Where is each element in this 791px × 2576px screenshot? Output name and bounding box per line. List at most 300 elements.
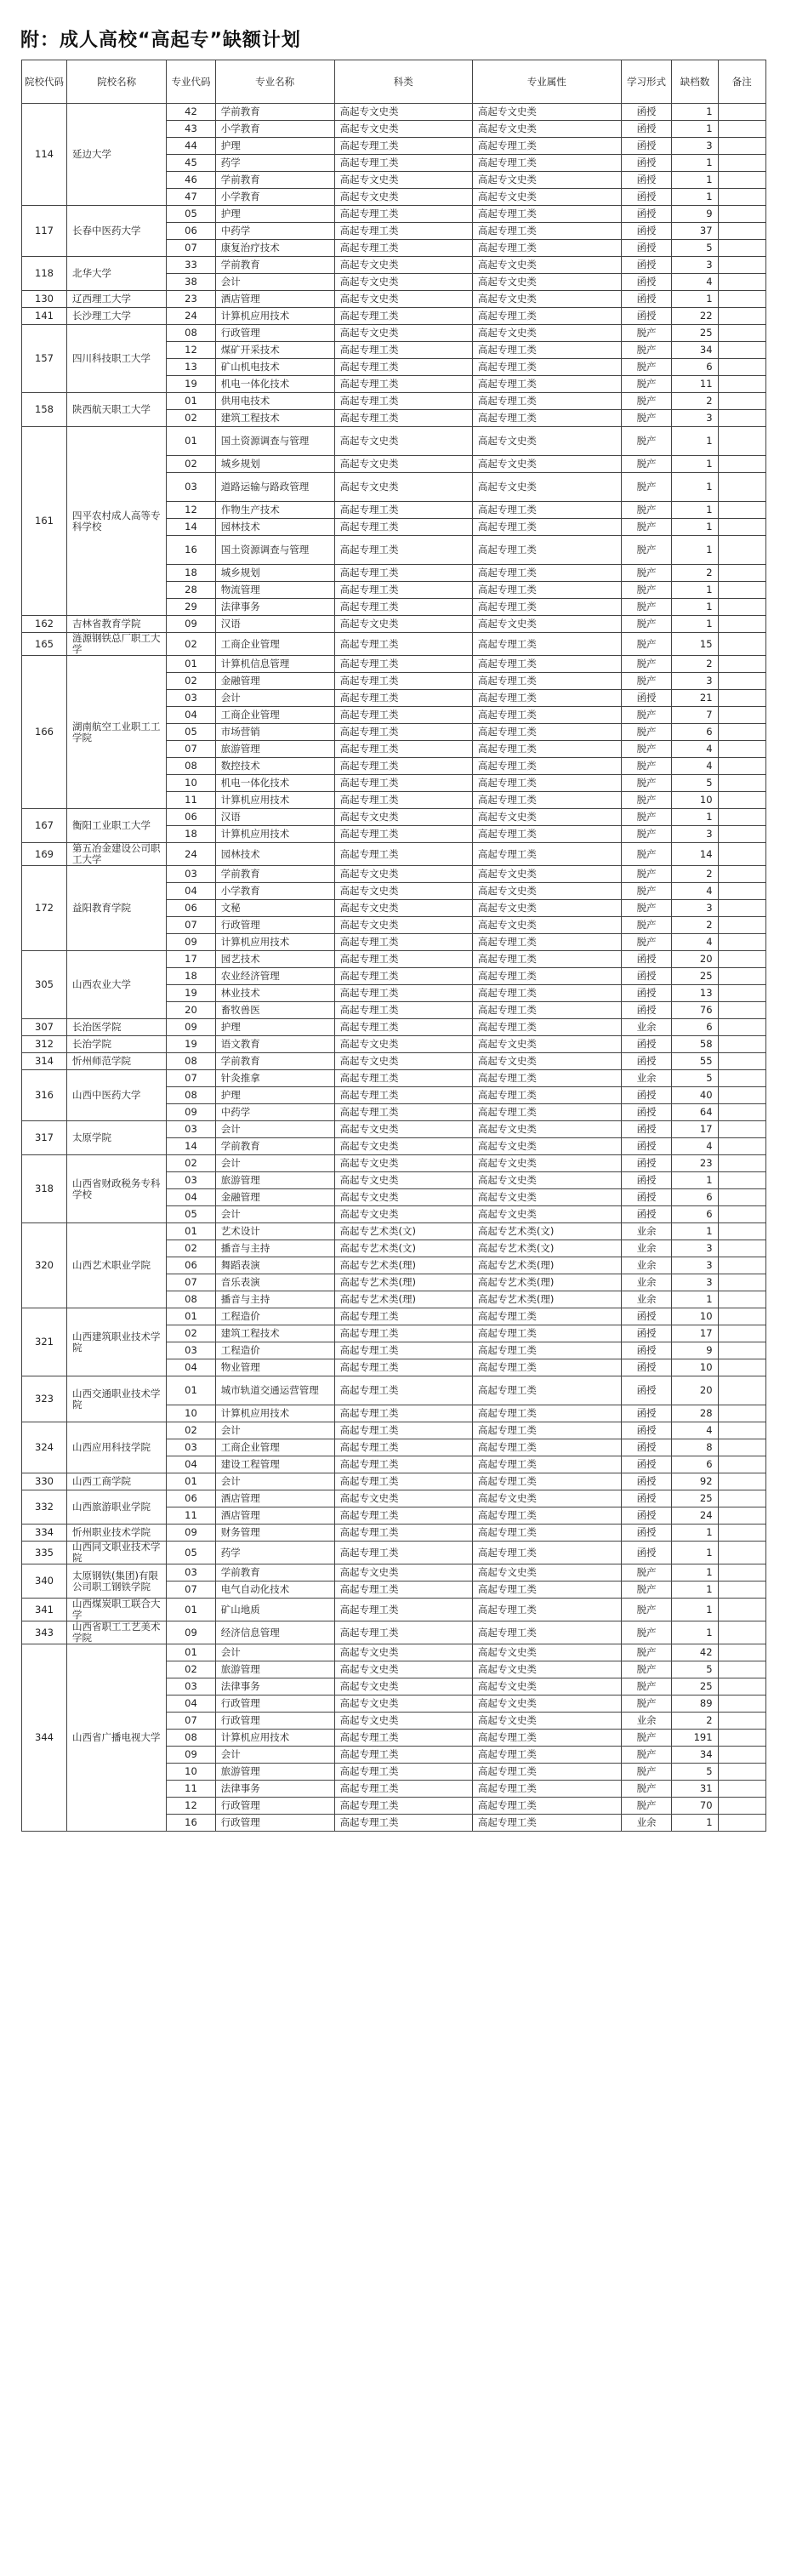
category-cell: 高起专理工类 (334, 1002, 472, 1019)
study-mode-cell: 函授 (621, 1053, 672, 1070)
major-code-cell: 01 (167, 1376, 216, 1405)
remarks-cell (718, 1240, 765, 1257)
major-code-cell: 18 (167, 826, 216, 843)
major-code-cell: 03 (167, 690, 216, 707)
table-row (22, 257, 766, 274)
major-attribute-cell: 高起专理工类 (472, 1747, 621, 1764)
study-mode-cell: 脱产 (621, 359, 672, 376)
vacancy-count-cell: 1 (672, 1621, 718, 1644)
category-cell: 高起专理工类 (334, 1507, 472, 1525)
remarks-cell (718, 934, 765, 951)
quota-table (21, 60, 766, 1832)
category-cell: 高起专理工类 (334, 1308, 472, 1325)
major-code-cell: 20 (167, 1002, 216, 1019)
vacancy-count-cell: 25 (672, 1490, 718, 1507)
vacancy-count-cell: 1 (672, 1172, 718, 1189)
study-mode-cell: 脱产 (621, 917, 672, 934)
remarks-cell (718, 809, 765, 826)
vacancy-count-cell: 21 (672, 690, 718, 707)
study-mode-cell: 函授 (621, 951, 672, 968)
vacancy-count-cell: 1 (672, 809, 718, 826)
school-name-cell: 山西农业大学 (66, 951, 166, 1019)
school-code-cell: 118 (22, 257, 67, 291)
category-cell: 高起专文史类 (334, 172, 472, 189)
study-mode-cell: 脱产 (621, 342, 672, 359)
major-attribute-cell: 高起专理工类 (472, 155, 621, 172)
study-mode-cell: 脱产 (621, 376, 672, 393)
header-study-mode: 学习形式 (621, 60, 672, 104)
remarks-cell (718, 155, 765, 172)
study-mode-cell: 脱产 (621, 758, 672, 775)
major-code-cell: 16 (167, 1815, 216, 1832)
major-attribute-cell: 高起专文史类 (472, 866, 621, 883)
major-code-cell: 03 (167, 473, 216, 502)
vacancy-count-cell: 20 (672, 951, 718, 968)
school-code-cell: 341 (22, 1599, 67, 1621)
study-mode-cell: 脱产 (621, 775, 672, 792)
school-code-cell: 324 (22, 1422, 67, 1473)
major-code-cell: 47 (167, 189, 216, 206)
study-mode-cell: 脱产 (621, 1695, 672, 1713)
category-cell: 高起专理工类 (334, 724, 472, 741)
category-cell: 高起专文史类 (334, 325, 472, 342)
school-code-cell: 307 (22, 1019, 67, 1036)
major-attribute-cell: 高起专文史类 (472, 1172, 621, 1189)
study-mode-cell: 脱产 (621, 866, 672, 883)
category-cell: 高起专理工类 (334, 1019, 472, 1036)
major-name-cell: 小学教育 (215, 189, 334, 206)
vacancy-count-cell: 3 (672, 673, 718, 690)
major-attribute-cell: 高起专理工类 (472, 536, 621, 565)
school-name-cell: 长治学院 (66, 1036, 166, 1053)
major-attribute-cell: 高起专艺术类(文) (472, 1223, 621, 1240)
major-attribute-cell: 高起专文史类 (472, 257, 621, 274)
vacancy-count-cell: 3 (672, 138, 718, 155)
major-code-cell: 13 (167, 359, 216, 376)
category-cell: 高起专理工类 (334, 1422, 472, 1439)
school-name-cell: 长春中医药大学 (66, 206, 166, 257)
category-cell: 高起专理工类 (334, 1456, 472, 1473)
study-mode-cell: 脱产 (621, 393, 672, 410)
vacancy-count-cell: 25 (672, 968, 718, 985)
vacancy-count-cell: 1 (672, 121, 718, 138)
major-code-cell: 43 (167, 121, 216, 138)
vacancy-count-cell: 1 (672, 189, 718, 206)
major-name-cell: 计算机应用技术 (215, 308, 334, 325)
table-row (22, 1308, 766, 1325)
major-attribute-cell: 高起专文史类 (472, 121, 621, 138)
major-code-cell: 01 (167, 1308, 216, 1325)
remarks-cell (718, 1121, 765, 1138)
school-name-cell: 山西应用科技学院 (66, 1422, 166, 1473)
remarks-cell (718, 1473, 765, 1490)
major-attribute-cell: 高起专理工类 (472, 1439, 621, 1456)
major-attribute-cell: 高起专文史类 (472, 325, 621, 342)
table-row (22, 843, 766, 866)
vacancy-count-cell: 11 (672, 376, 718, 393)
page-title: 附：成人高校“高起专”缺额计划 (20, 30, 301, 51)
remarks-cell (718, 1747, 765, 1764)
remarks-cell (718, 1274, 765, 1291)
category-cell: 高起专理工类 (334, 308, 472, 325)
major-attribute-cell: 高起专文史类 (472, 456, 621, 473)
major-code-cell: 17 (167, 951, 216, 968)
school-code-cell: 172 (22, 866, 67, 951)
vacancy-count-cell: 5 (672, 1764, 718, 1781)
table-row (22, 1376, 766, 1405)
major-code-cell: 09 (167, 1747, 216, 1764)
category-cell: 高起专理工类 (334, 826, 472, 843)
major-attribute-cell: 高起专理工类 (472, 1815, 621, 1832)
major-name-cell: 汉语 (215, 809, 334, 826)
category-cell: 高起专艺术类(文) (334, 1240, 472, 1257)
major-code-cell: 03 (167, 1439, 216, 1456)
remarks-cell (718, 223, 765, 240)
category-cell: 高起专文史类 (334, 1678, 472, 1695)
study-mode-cell: 业余 (621, 1223, 672, 1240)
major-code-cell: 10 (167, 1764, 216, 1781)
category-cell: 高起专理工类 (334, 656, 472, 673)
remarks-cell (718, 741, 765, 758)
major-attribute-cell: 高起专理工类 (472, 673, 621, 690)
table-row (22, 866, 766, 883)
study-mode-cell: 函授 (621, 1473, 672, 1490)
vacancy-count-cell: 6 (672, 1206, 718, 1223)
category-cell: 高起专文史类 (334, 809, 472, 826)
category-cell: 高起专理工类 (334, 1542, 472, 1564)
major-code-cell: 09 (167, 1104, 216, 1121)
vacancy-count-cell: 5 (672, 775, 718, 792)
major-attribute-cell: 高起专理工类 (472, 1325, 621, 1342)
major-attribute-cell: 高起专文史类 (472, 1155, 621, 1172)
school-code-cell: 165 (22, 633, 67, 656)
category-cell: 高起专理工类 (334, 1525, 472, 1542)
major-name-cell: 护理 (215, 1019, 334, 1036)
table-header-row (22, 60, 766, 104)
major-name-cell: 中药学 (215, 1104, 334, 1121)
study-mode-cell: 脱产 (621, 616, 672, 633)
category-cell: 高起专文史类 (334, 121, 472, 138)
remarks-cell (718, 1599, 765, 1621)
major-code-cell: 45 (167, 155, 216, 172)
major-name-cell: 金融管理 (215, 1189, 334, 1206)
remarks-cell (718, 1582, 765, 1599)
remarks-cell (718, 1525, 765, 1542)
vacancy-count-cell: 5 (672, 1070, 718, 1087)
remarks-cell (718, 1223, 765, 1240)
study-mode-cell: 脱产 (621, 809, 672, 826)
school-name-cell: 辽西理工大学 (66, 291, 166, 308)
remarks-cell (718, 826, 765, 843)
remarks-cell (718, 951, 765, 968)
vacancy-count-cell: 3 (672, 1257, 718, 1274)
major-name-cell: 法律事务 (215, 1678, 334, 1695)
category-cell: 高起专文史类 (334, 1661, 472, 1678)
remarks-cell (718, 138, 765, 155)
major-name-cell: 会计 (215, 1206, 334, 1223)
major-code-cell: 07 (167, 1713, 216, 1730)
category-cell: 高起专文史类 (334, 900, 472, 917)
major-attribute-cell: 高起专理工类 (472, 843, 621, 866)
vacancy-count-cell: 1 (672, 1291, 718, 1308)
major-code-cell: 02 (167, 1325, 216, 1342)
study-mode-cell: 脱产 (621, 1678, 672, 1695)
major-attribute-cell: 高起专文史类 (472, 1564, 621, 1582)
major-name-cell: 计算机应用技术 (215, 1730, 334, 1747)
remarks-cell (718, 1405, 765, 1422)
category-cell: 高起专艺术类(理) (334, 1274, 472, 1291)
school-code-cell: 314 (22, 1053, 67, 1070)
major-name-cell: 播音与主持 (215, 1240, 334, 1257)
major-code-cell: 03 (167, 1121, 216, 1138)
vacancy-count-cell: 25 (672, 325, 718, 342)
major-attribute-cell: 高起专理工类 (472, 1599, 621, 1621)
remarks-cell (718, 1172, 765, 1189)
major-code-cell: 03 (167, 866, 216, 883)
header-school-code: 院校代码 (22, 60, 67, 104)
vacancy-count-cell: 25 (672, 1678, 718, 1695)
remarks-cell (718, 633, 765, 656)
major-attribute-cell: 高起专理工类 (472, 1456, 621, 1473)
study-mode-cell: 业余 (621, 1019, 672, 1036)
category-cell: 高起专理工类 (334, 985, 472, 1002)
vacancy-count-cell: 22 (672, 308, 718, 325)
study-mode-cell: 函授 (621, 1308, 672, 1325)
study-mode-cell: 函授 (621, 1525, 672, 1542)
study-mode-cell: 函授 (621, 291, 672, 308)
major-name-cell: 园林技术 (215, 519, 334, 536)
major-attribute-cell: 高起专理工类 (472, 342, 621, 359)
major-attribute-cell: 高起专文史类 (472, 274, 621, 291)
study-mode-cell: 函授 (621, 1507, 672, 1525)
vacancy-count-cell: 1 (672, 155, 718, 172)
major-attribute-cell: 高起专文史类 (472, 104, 621, 121)
vacancy-count-cell: 10 (672, 792, 718, 809)
vacancy-count-cell: 4 (672, 741, 718, 758)
category-cell: 高起专文史类 (334, 456, 472, 473)
vacancy-count-cell: 42 (672, 1644, 718, 1661)
major-code-cell: 33 (167, 257, 216, 274)
major-code-cell: 16 (167, 536, 216, 565)
major-name-cell: 康复治疗技术 (215, 240, 334, 257)
major-name-cell: 舞蹈表演 (215, 1257, 334, 1274)
study-mode-cell: 脱产 (621, 519, 672, 536)
table-row (22, 325, 766, 342)
study-mode-cell: 脱产 (621, 1764, 672, 1781)
major-name-cell: 计算机应用技术 (215, 934, 334, 951)
table-row (22, 206, 766, 223)
remarks-cell (718, 1695, 765, 1713)
major-name-cell: 行政管理 (215, 1695, 334, 1713)
vacancy-count-cell: 3 (672, 900, 718, 917)
remarks-cell (718, 1490, 765, 1507)
remarks-cell (718, 1359, 765, 1376)
study-mode-cell: 业余 (621, 1274, 672, 1291)
major-code-cell: 05 (167, 1542, 216, 1564)
study-mode-cell: 函授 (621, 223, 672, 240)
remarks-cell (718, 917, 765, 934)
major-code-cell: 03 (167, 1172, 216, 1189)
remarks-cell (718, 866, 765, 883)
category-cell: 高起专文史类 (334, 1713, 472, 1730)
study-mode-cell: 脱产 (621, 1798, 672, 1815)
table-row (22, 1155, 766, 1172)
major-name-cell: 计算机应用技术 (215, 826, 334, 843)
major-code-cell: 11 (167, 1507, 216, 1525)
school-code-cell: 332 (22, 1490, 67, 1525)
category-cell: 高起专理工类 (334, 565, 472, 582)
major-attribute-cell: 高起专理工类 (472, 951, 621, 968)
category-cell: 高起专理工类 (334, 1473, 472, 1490)
study-mode-cell: 函授 (621, 121, 672, 138)
major-attribute-cell: 高起专文史类 (472, 1138, 621, 1155)
category-cell: 高起专理工类 (334, 1325, 472, 1342)
major-code-cell: 01 (167, 427, 216, 456)
category-cell: 高起专理工类 (334, 599, 472, 616)
study-mode-cell: 函授 (621, 1422, 672, 1439)
school-code-cell: 344 (22, 1644, 67, 1832)
school-name-cell: 山西旅游职业学院 (66, 1490, 166, 1525)
major-attribute-cell: 高起专理工类 (472, 1308, 621, 1325)
remarks-cell (718, 565, 765, 582)
major-attribute-cell: 高起专文史类 (472, 1189, 621, 1206)
major-code-cell: 08 (167, 1291, 216, 1308)
table-row (22, 1070, 766, 1087)
category-cell: 高起专理工类 (334, 1405, 472, 1422)
major-code-cell: 07 (167, 240, 216, 257)
school-code-cell: 340 (22, 1564, 67, 1599)
major-code-cell: 14 (167, 1138, 216, 1155)
category-cell: 高起专理工类 (334, 934, 472, 951)
school-name-cell: 太原钢铁(集团)有限公司职工钢铁学院 (66, 1564, 166, 1599)
study-mode-cell: 脱产 (621, 325, 672, 342)
vacancy-count-cell: 9 (672, 1342, 718, 1359)
school-code-cell: 316 (22, 1070, 67, 1121)
study-mode-cell: 脱产 (621, 1599, 672, 1621)
major-attribute-cell: 高起专理工类 (472, 1764, 621, 1781)
study-mode-cell: 函授 (621, 206, 672, 223)
table-row (22, 1564, 766, 1582)
category-cell: 高起专理工类 (334, 206, 472, 223)
major-name-cell: 计算机应用技术 (215, 1405, 334, 1422)
remarks-cell (718, 1104, 765, 1121)
major-name-cell: 汉语 (215, 616, 334, 633)
category-cell: 高起专文史类 (334, 1564, 472, 1582)
major-attribute-cell: 高起专文史类 (472, 1713, 621, 1730)
major-attribute-cell: 高起专文史类 (472, 1678, 621, 1695)
major-code-cell: 09 (167, 1621, 216, 1644)
category-cell: 高起专文史类 (334, 1155, 472, 1172)
major-attribute-cell: 高起专文史类 (472, 1695, 621, 1713)
category-cell: 高起专理工类 (334, 1376, 472, 1405)
vacancy-count-cell: 1 (672, 1223, 718, 1240)
school-name-cell: 山西交通职业技术学院 (66, 1376, 166, 1422)
vacancy-count-cell: 1 (672, 616, 718, 633)
major-attribute-cell: 高起专文史类 (472, 1490, 621, 1507)
category-cell: 高起专理工类 (334, 155, 472, 172)
remarks-cell (718, 1053, 765, 1070)
major-name-cell: 电气自动化技术 (215, 1582, 334, 1599)
category-cell: 高起专理工类 (334, 968, 472, 985)
study-mode-cell: 函授 (621, 690, 672, 707)
vacancy-count-cell: 4 (672, 758, 718, 775)
category-cell: 高起专理工类 (334, 690, 472, 707)
header-category: 科类 (334, 60, 472, 104)
major-name-cell: 会计 (215, 1747, 334, 1764)
study-mode-cell: 脱产 (621, 656, 672, 673)
header-major-code: 专业代码 (167, 60, 216, 104)
major-code-cell: 01 (167, 1473, 216, 1490)
remarks-cell (718, 758, 765, 775)
remarks-cell (718, 1019, 765, 1036)
major-code-cell: 04 (167, 1456, 216, 1473)
study-mode-cell: 脱产 (621, 456, 672, 473)
study-mode-cell: 函授 (621, 1138, 672, 1155)
vacancy-count-cell: 3 (672, 1240, 718, 1257)
study-mode-cell: 脱产 (621, 582, 672, 599)
school-code-cell: 334 (22, 1525, 67, 1542)
category-cell: 高起专理工类 (334, 223, 472, 240)
remarks-cell (718, 359, 765, 376)
major-attribute-cell: 高起专理工类 (472, 1342, 621, 1359)
major-name-cell: 机电一体化技术 (215, 376, 334, 393)
vacancy-count-cell: 58 (672, 1036, 718, 1053)
school-name-cell: 涟源钢铁总厂职工大学 (66, 633, 166, 656)
school-name-cell: 忻州职业技术学院 (66, 1525, 166, 1542)
vacancy-count-cell: 4 (672, 934, 718, 951)
vacancy-count-cell: 8 (672, 1439, 718, 1456)
major-name-cell: 道路运输与路政管理 (215, 473, 334, 502)
vacancy-count-cell: 1 (672, 1542, 718, 1564)
major-attribute-cell: 高起专理工类 (472, 1542, 621, 1564)
category-cell: 高起专文史类 (334, 473, 472, 502)
school-code-cell: 335 (22, 1542, 67, 1564)
study-mode-cell: 脱产 (621, 1621, 672, 1644)
major-code-cell: 12 (167, 502, 216, 519)
major-attribute-cell: 高起专文史类 (472, 473, 621, 502)
major-attribute-cell: 高起专理工类 (472, 565, 621, 582)
vacancy-count-cell: 13 (672, 985, 718, 1002)
category-cell: 高起专理工类 (334, 1582, 472, 1599)
study-mode-cell: 脱产 (621, 741, 672, 758)
category-cell: 高起专理工类 (334, 1439, 472, 1456)
header-remarks: 备注 (718, 60, 765, 104)
remarks-cell (718, 1730, 765, 1747)
major-name-cell: 国土资源调查与管理 (215, 536, 334, 565)
major-name-cell: 数控技术 (215, 758, 334, 775)
table-row (22, 1525, 766, 1542)
major-code-cell: 01 (167, 1599, 216, 1621)
major-name-cell: 会计 (215, 1155, 334, 1172)
major-code-cell: 28 (167, 582, 216, 599)
remarks-cell (718, 427, 765, 456)
school-name-cell: 忻州师范学院 (66, 1053, 166, 1070)
major-code-cell: 10 (167, 775, 216, 792)
category-cell: 高起专理工类 (334, 1781, 472, 1798)
major-name-cell: 工程造价 (215, 1308, 334, 1325)
remarks-cell (718, 1206, 765, 1223)
major-code-cell: 44 (167, 138, 216, 155)
major-name-cell: 中药学 (215, 223, 334, 240)
school-code-cell: 312 (22, 1036, 67, 1053)
major-name-cell: 音乐表演 (215, 1274, 334, 1291)
study-mode-cell: 脱产 (621, 502, 672, 519)
major-code-cell: 04 (167, 707, 216, 724)
major-attribute-cell: 高起专理工类 (472, 582, 621, 599)
major-name-cell: 林业技术 (215, 985, 334, 1002)
vacancy-count-cell: 37 (672, 223, 718, 240)
major-name-cell: 工程造价 (215, 1342, 334, 1359)
